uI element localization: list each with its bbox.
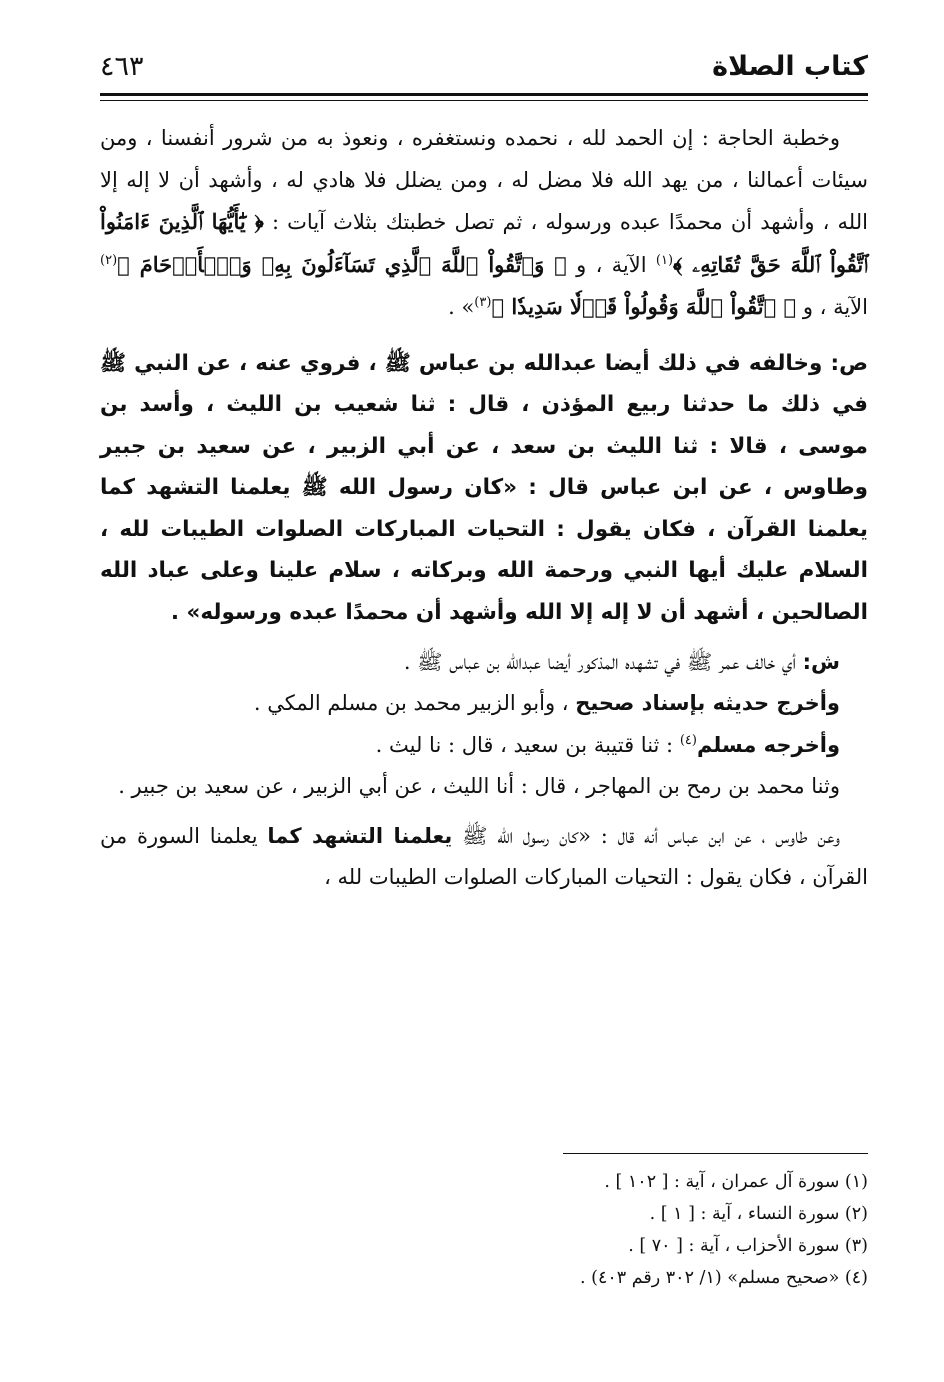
connector-text-2: الآية ، و bbox=[802, 295, 868, 319]
footnote-1: (١) سورة آل عمران ، آية : [ ١٠٢ ] . bbox=[604, 1172, 868, 1192]
closing-quote: » . bbox=[448, 295, 475, 319]
page-body bbox=[100, 118, 868, 899]
muslim-text: : ثنا قتيبة بن سعيد ، قال : نا ليث . bbox=[375, 732, 680, 757]
matn-text: وخالفه في ذلك أيضا عبدالله بن عباس ﷺ ، فروي عنه ، عن النبي ﷺ في ذلك ما حدثنا ربيع المؤذن ، قال : ثنا شعيب بن الليث ، وأسد بن موسى ، قالا : ثنا الليث بن سعد ، عن أبي الزبير ، عن سعيد بن جبير وطاوس ، عن ابن عباس قال : «كان رسول الله ﷺ يعلمنا التشهد كما يعلمنا القرآن ، فكان يقول : التحيات المباركات الصلوات الطيبات لله ، السلام عليك أيها النبي ورحمة الله وبركاته ، سلام علينا وعلى عباد الله الصالحين ، أشهد أن لا إله إلا الله وأشهد أن محمدًا عبده ورسوله» . bbox=[100, 350, 868, 626]
connector-text-1: الآية ، و bbox=[576, 252, 656, 277]
footnotes-list bbox=[100, 1166, 868, 1294]
footnote-3: (٣) سورة الأحزاب ، آية : [ ٧٠ ] . bbox=[628, 1236, 868, 1256]
footnote-4: (٤) «صحيح مسلم» (١/ ٣٠٢ رقم ٤٠٣) . bbox=[580, 1268, 868, 1288]
footnote-2: (٢) سورة النساء ، آية : [ ١ ] . bbox=[649, 1204, 868, 1224]
khutbah-paragraph bbox=[100, 118, 868, 329]
footnote-separator bbox=[563, 1153, 868, 1154]
takhrij-text: ، وأبو الزبير محمد بن مسلم المكي . bbox=[253, 691, 576, 716]
header-rule-thin bbox=[100, 100, 868, 101]
sharh-paragraph bbox=[100, 642, 868, 684]
muslim-label: وأخرجه مسلم bbox=[696, 732, 840, 757]
footnote-ref-1[interactable]: (١) bbox=[655, 252, 674, 268]
page-header bbox=[100, 44, 868, 90]
footnote-ref-2[interactable]: (٢) bbox=[100, 252, 118, 268]
matn-label: ص: bbox=[830, 350, 868, 376]
tawus-text-bold: يعلمنا التشهد كما bbox=[267, 823, 453, 848]
footnote-ref-3[interactable]: (٣) bbox=[474, 295, 492, 310]
header-rule-thick bbox=[100, 93, 868, 96]
tawus-text-a: وعن طاوس ، عن ابن عباس أنه قال : «كان رسول الله ﷺ bbox=[452, 823, 840, 848]
sharh-text: أي خالف عمر ﷺ في تشهده المذكور أيضا عبدالله بن عباس ﷺ . bbox=[403, 649, 803, 674]
verse-nisa: ﴿ وَٱتَّقُواْ ٱللَّهَ ٱلَّذِي تَسَآءَلُونَ بِهِۦ وَٱلۡأَرۡحَامَ ﴾ bbox=[117, 251, 567, 277]
chain-text: وثنا محمد بن رمح بن المهاجر ، قال : أنا الليث ، عن أبي الزبير ، عن سعيد بن جبير . bbox=[118, 774, 840, 799]
tawus-text-c: يعلمنا السورة من القرآن ، فكان يقول : التحيات المباركات الصلوات الطيبات لله ، bbox=[100, 823, 868, 890]
sharh-label: ش: bbox=[802, 649, 840, 674]
tawus-paragraph bbox=[100, 816, 868, 899]
chain-paragraph bbox=[100, 766, 868, 808]
footnote-ref-4[interactable]: (٤) bbox=[679, 732, 697, 748]
verse-al-imran: ﴿ يَٰٓأَيُّهَا ٱلَّذِينَ ءَامَنُواْ ٱتَّقُواْ ٱللَّهَ حَقَّ تُقَاتِهِۦ ﴾ bbox=[100, 209, 869, 277]
verse-ahzab: ﴿ ٱتَّقُواْ ٱللَّهَ وَقُولُواْ قَوۡلٗا سَدِيدٗا ﴾ bbox=[491, 294, 797, 319]
matn-paragraph bbox=[100, 343, 868, 634]
chapter-title: كتاب الصلاة bbox=[712, 51, 868, 82]
takhrij-paragraph bbox=[100, 683, 868, 725]
page-number: ٤٦٣ bbox=[100, 51, 144, 82]
khutbah-text: وخطبة الحاجة : إن الحمد لله ، نحمده ونستغفره ، ونعوذ به من شرور أنفسنا ، ومن سيئات أعمالنا ، من يهد الله فلا مضل له ، ومن يضلل فلا هادي له ، وأشهد أن لا إله إلا الله ، وأشهد أن محمدًا عبده ورسوله ، ثم تصل خطبتك بثلاث آيات : bbox=[100, 126, 868, 234]
muslim-paragraph bbox=[100, 725, 868, 767]
takhrij-label: وأخرج حديثه بإسناد صحيح bbox=[575, 691, 840, 716]
